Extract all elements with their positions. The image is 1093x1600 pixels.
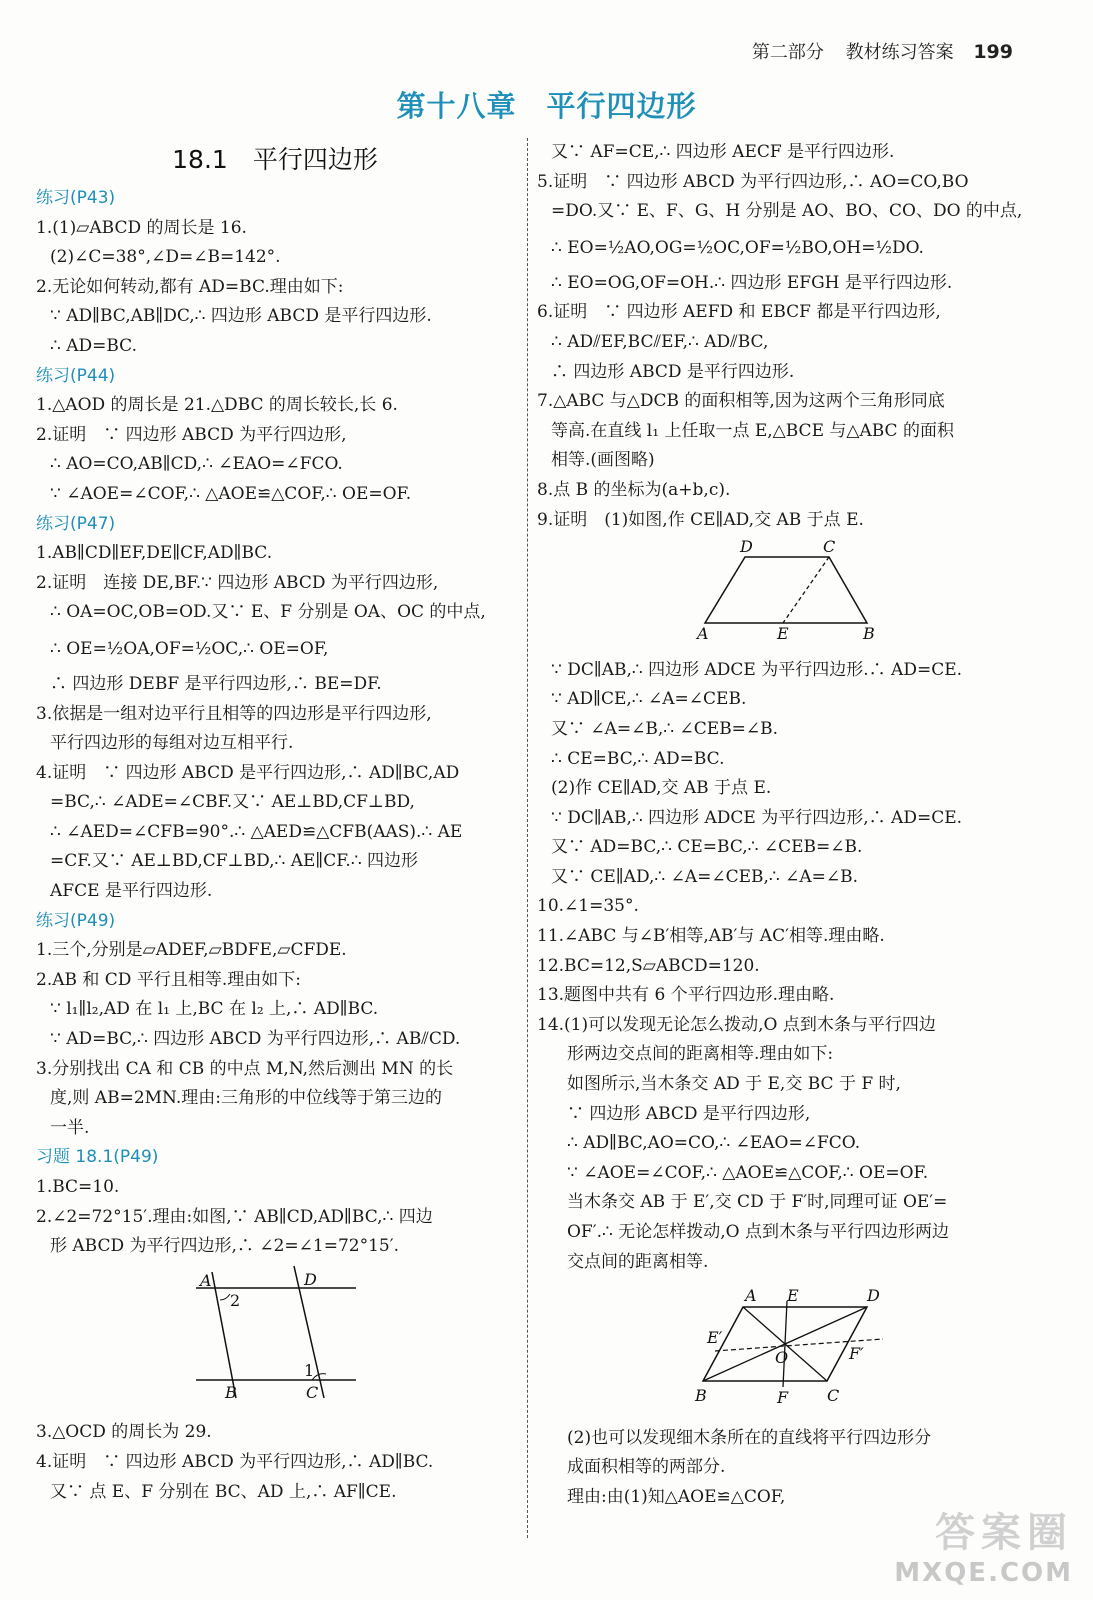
answer-line: (2)也可以发现细木条所在的直线将平行四边形分: [567, 1427, 932, 1448]
answer-line: 8.点 B 的坐标为(a+b,c).: [537, 479, 731, 500]
answer-line: 5.证明 ∵ 四边形 ABCD 为平行四边形,∴ AO=CO,BO: [537, 171, 969, 192]
answer-line: 形 ABCD 为平行四边形,∴ ∠2=∠1=72°15′.: [50, 1236, 399, 1257]
answer-line: ∴ AD∥BC,AO=CO,∴ ∠EAO=∠FCO.: [567, 1133, 861, 1154]
answer-line: 平行四边形的每组对边互相平行.: [50, 733, 294, 754]
answer-line: ∴ 四边形 ABCD 是平行四边形.: [551, 361, 795, 382]
figure-parallel-lines: [36, 1264, 514, 1415]
chapter-title: 第十八章 平行四边形: [396, 89, 697, 123]
left-column: [36, 138, 514, 1507]
exercise-label: 练习(P47): [36, 513, 116, 534]
fig1-angle-1: 1: [304, 1360, 315, 1380]
fig3-label-f-prime: F′: [849, 1344, 864, 1364]
answer-line: 相等.(画图略): [551, 450, 655, 471]
section-title: 18.1 平行四边形: [172, 145, 378, 174]
answer-line: 当木条交 AB 于 E′,交 CD 于 F′时,同理可证 OE′=: [567, 1192, 948, 1213]
watermark-url: MXQE.COM: [894, 1558, 1073, 1588]
answer-line: 1.AB∥CD∥EF,DE∥CF,AD∥BC.: [36, 543, 273, 564]
answer-line: 3.△OCD 的周长为 29.: [36, 1422, 212, 1443]
answer-line: ∵ AD∥CE,∴ ∠A=∠CEB.: [551, 689, 747, 710]
answer-line: 9.证明 (1)如图,作 CE∥AD,交 AB 于点 E.: [537, 509, 864, 530]
answer-line: 又∵ 点 E、F 分别在 BC、AD 上,∴ AF∥CE.: [50, 1481, 397, 1502]
fig1-label-c: C: [306, 1382, 319, 1402]
answer-line: 又∵ ∠A=∠B,∴ ∠CEB=∠B.: [551, 718, 779, 739]
right-column-body: [537, 138, 1027, 1513]
answer-line: 7.△ABC 与△DCB 的面积相等,因为这两个三角形同底: [537, 391, 945, 412]
answer-line: 一半.: [50, 1117, 90, 1138]
answer-line: ∵ DC∥AB,∴ 四边形 ADCE 为平行四边形.∴ AD=CE.: [551, 659, 963, 680]
answer-line: ∴ AD⫽EF,BC⫽EF,∴ AD⫽BC,: [551, 331, 769, 352]
answer-line: =DO.又∵ E、F、G、H 分别是 AO、BO、CO、DO 的中点,: [551, 201, 1023, 222]
page-number: 199: [973, 41, 1013, 63]
fig2-label-b: B: [863, 624, 875, 642]
answer-line: 如图所示,当木条交 AD 于 E,交 BC 于 F 时,: [567, 1074, 901, 1095]
answer-line: ∴ AO=CO,AB∥CD,∴ ∠EAO=∠FCO.: [50, 454, 343, 475]
answer-line: ∴ OE=½OA,OF=½OC,∴ OE=OF,: [50, 638, 329, 659]
answer-line: 交点间的距离相等.: [567, 1251, 709, 1272]
fig3-label-c: C: [827, 1386, 840, 1406]
answer-line: 又∵ CE∥AD,∴ ∠A=∠CEB,∴ ∠A=∠B.: [551, 866, 859, 887]
fig1-label-b: B: [225, 1382, 237, 1402]
answer-line: ∴ ∠AED=∠CFB=90°.∴ △AED≌△CFB(AAS).∴ AE: [50, 821, 463, 842]
answer-line: ∴ EO=OG,OF=OH.∴ 四边形 EFGH 是平行四边形.: [551, 272, 953, 293]
answer-line: 2.无论如何转动,都有 AD=BC.理由如下:: [36, 276, 344, 297]
answer-line: 2.AB 和 CD 平行且相等.理由如下:: [36, 969, 301, 990]
fig3-label-e-prime: E′: [707, 1328, 723, 1348]
answer-line: 1.三个,分别是▱ADEF,▱BDFE,▱CFDE.: [36, 940, 347, 961]
answer-line: 又∵ AF=CE,∴ 四边形 AECF 是平行四边形.: [551, 142, 895, 162]
exercise-label: 练习(P44): [36, 365, 116, 386]
answer-line: 等高.在直线 l₁ 上任取一点 E,△BCE 与△ABC 的面积: [551, 420, 954, 441]
header-part: 第二部分: [751, 42, 824, 63]
answer-line: 1.△AOD 的周长是 21.△DBC 的周长较长,长 6.: [36, 395, 398, 416]
answer-line: OF′.∴ 无论怎样拨动,O 点到木条与平行四边形两边: [567, 1222, 949, 1242]
fig3-label-f: F: [777, 1388, 789, 1408]
answer-line: ∴ CE=BC,∴ AD=BC.: [551, 748, 725, 769]
answer-line: ∵ AD∥BC,AB∥DC,∴ 四边形 ABCD 是平行四边形.: [50, 306, 432, 327]
fig2-label-e: E: [777, 624, 789, 642]
answer-line: ∵ ∠AOE=∠COF,∴ △AOE≌△COF,∴ OE=OF.: [50, 483, 412, 504]
fig2-label-d: D: [740, 537, 753, 557]
answer-line: ∴ 四边形 DEBF 是平行四边形,∴ BE=DF.: [50, 673, 382, 694]
fig3-label-a: A: [745, 1286, 757, 1306]
answer-line: 2.∠2=72°15′.理由:如图,∵ AB∥CD,AD∥BC,∴ 四边: [36, 1206, 433, 1227]
fig3-label-o: O: [775, 1348, 789, 1368]
answer-line: 1.(1)▱ABCD 的周长是 16.: [36, 217, 247, 238]
exercise-label: 练习(P49): [36, 910, 116, 931]
answer-line: 2.证明 ∵ 四边形 ABCD 为平行四边形,: [36, 424, 347, 445]
exercise-label: 练习(P43): [36, 188, 116, 208]
figure-trapezoid: [537, 537, 1027, 652]
fig2-label-c: C: [823, 537, 836, 557]
answer-line: 11.∠ABC 与∠B′相等,AB′与 AC′相等.理由略.: [537, 926, 885, 947]
fig1-label-a: A: [200, 1270, 212, 1290]
answer-line: ∴ EO=½AO,OG=½OC,OF=½BO,OH=½DO.: [551, 237, 924, 258]
answer-line: ∵ ∠AOE=∠COF,∴ △AOE≌△COF,∴ OE=OF.: [567, 1162, 929, 1183]
answer-line: (2)作 CE∥AD,交 AB 于点 E.: [551, 778, 772, 799]
answer-line: 6.证明 ∵ 四边形 AEFD 和 EBCF 都是平行四边形,: [537, 302, 941, 323]
fig3-label-e: E: [787, 1286, 799, 1306]
answer-line: (2)∠C=38°,∠D=∠B=142°.: [50, 247, 281, 268]
fig3-label-b: B: [695, 1386, 707, 1406]
exercise-label: 习题 18.1(P49): [36, 1147, 159, 1168]
answer-line: 10.∠1=35°.: [537, 896, 639, 917]
fig3-label-d: D: [867, 1286, 880, 1306]
answer-line: ∵ DC∥AB,∴ 四边形 ADCE 为平行四边形,∴ AD=CE.: [551, 807, 963, 828]
answer-line: 形两边交点间的距离相等.理由如下:: [567, 1044, 834, 1065]
watermark: [894, 1501, 1073, 1588]
answer-line: 13.题图中共有 6 个平行四边形.理由略.: [537, 985, 835, 1006]
answer-line: 12.BC=12,S▱ABCD=120.: [537, 955, 760, 976]
answer-line: 3.依据是一组对边平行且相等的四边形是平行四边形,: [36, 703, 432, 724]
answer-line: 又∵ AD=BC,∴ CE=BC,∴ ∠CEB=∠B.: [551, 837, 863, 858]
right-column: [537, 138, 1027, 1513]
answer-line: ∴ AD=BC.: [50, 335, 137, 356]
answer-line: AFCE 是平行四边形.: [50, 881, 213, 902]
left-column-body: [36, 184, 514, 1507]
answer-line: 14.(1)可以发现无论怎么拨动,O 点到木条与平行四边: [537, 1014, 936, 1035]
answer-line: ∵ l₁∥l₂,AD 在 l₁ 上,BC 在 l₂ 上,∴ AD∥BC.: [50, 999, 379, 1020]
watermark-logo: 答案圈: [935, 1510, 1073, 1556]
answer-line: =BC,∴ ∠ADE=∠CBF.又∵ AE⊥BD,CF⊥BD,: [50, 792, 415, 813]
answer-line: 4.证明 ∵ 四边形 ABCD 是平行四边形,∴ AD∥BC,AD: [36, 762, 460, 783]
answer-line: 3.分别找出 CA 和 CB 的中点 M,N,然后测出 MN 的长: [36, 1058, 454, 1079]
answer-line: ∵ AD=BC,∴ 四边形 ABCD 为平行四边形,∴ AB⫽CD.: [50, 1029, 461, 1050]
column-divider: [527, 138, 528, 1538]
answer-line: 4.证明 ∵ 四边形 ABCD 为平行四边形,∴ AD∥BC.: [36, 1451, 434, 1472]
answer-line: 度,则 AB=2MN.理由:三角形的中位线等于第三边的: [50, 1088, 442, 1109]
running-header: [752, 38, 1013, 64]
figure-rotating-stick: [537, 1279, 1027, 1420]
answer-line: 1.BC=10.: [36, 1177, 120, 1197]
fig2-label-a: A: [697, 624, 709, 642]
header-title: 教材练习答案: [845, 42, 954, 63]
answer-line: ∵ 四边形 ABCD 是平行四边形,: [567, 1103, 811, 1124]
answer-line: 理由:由(1)知△AOE≌△COF,: [567, 1486, 786, 1507]
fig1-label-d: D: [304, 1269, 317, 1289]
answer-line: 成面积相等的两部分.: [567, 1457, 726, 1478]
answer-line: =CF.又∵ AE⊥BD,CF⊥BD,∴ AE∥CF.∴ 四边形: [50, 851, 419, 872]
answer-line: 2.证明 连接 DE,BF.∵ 四边形 ABCD 为平行四边形,: [36, 572, 439, 593]
answer-line: ∴ OA=OC,OB=OD.又∵ E、F 分别是 OA、OC 的中点,: [50, 602, 486, 623]
fig1-angle-2: 2: [230, 1290, 241, 1310]
